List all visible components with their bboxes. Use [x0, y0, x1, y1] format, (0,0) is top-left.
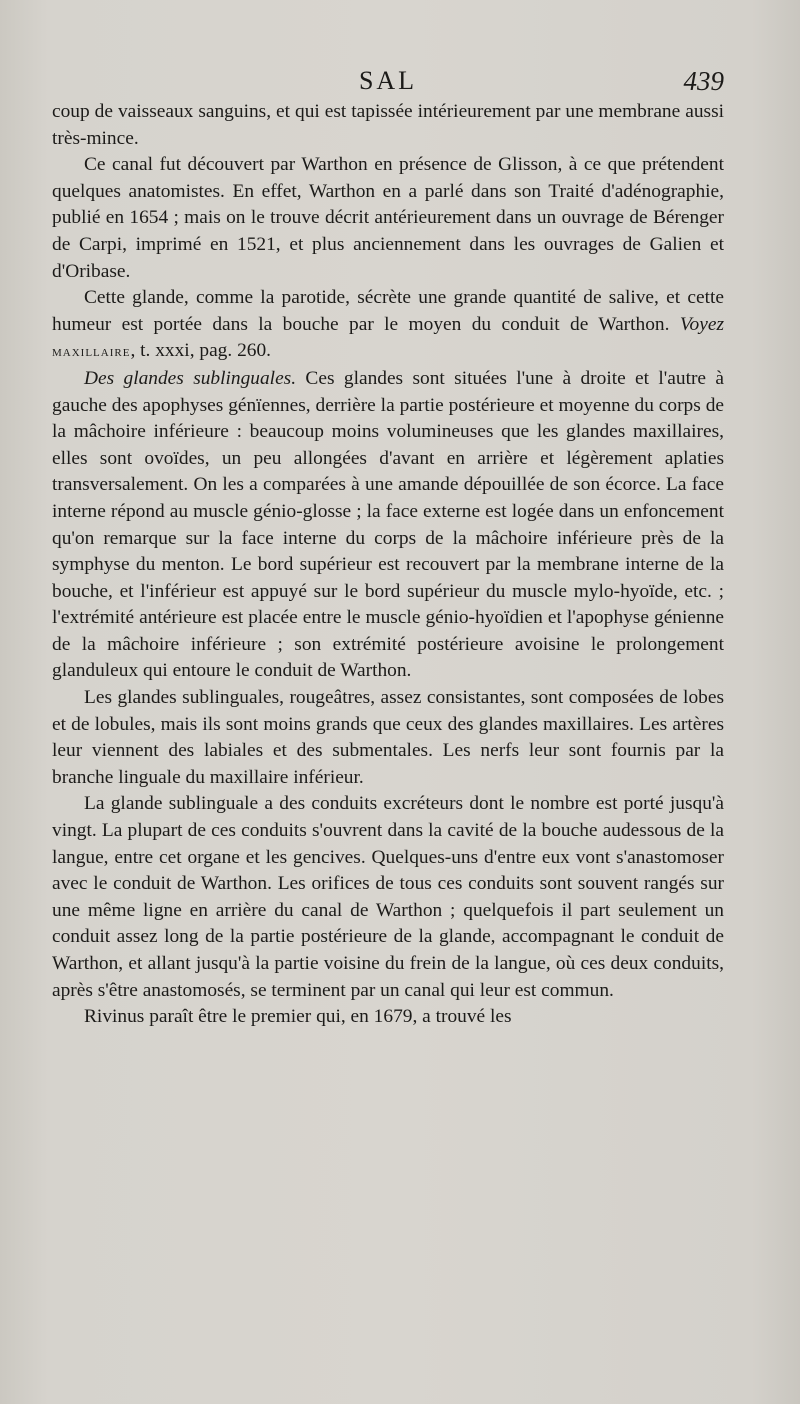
- section-heading: Des glandes sublinguales.: [84, 367, 297, 389]
- paragraph-warthon-canal: Ce canal fut découvert par Warthon en présence de Glisson, à ce que prétendent quelques anatomistes. En effet, Warthon en a parlé dans son Traité d'adénographie, publié en 1654 ; mais on le trouve décrit antérieurement dans un ouvrage de Bérenger de Carpi, imprimé en 1521, et plus anciennement dans les ouvrages de Galien et d'Oribase.: [52, 154, 724, 282]
- paragraph-text: Cette glande, comme la parotide, sécrète une grande quantité de salive, et cette humeur est portée dans la bouche par le moyen du conduit de Warthon.: [52, 287, 724, 335]
- page-header: [52, 66, 724, 102]
- running-head: SAL: [358, 66, 418, 95]
- page-body: [52, 99, 724, 1031]
- page-number: 439: [683, 66, 724, 96]
- paragraph-continuation: coup de vaisseaux sanguins, et qui est tapissée intérieurement par une membrane aussi très-mince.: [52, 101, 724, 149]
- paragraph-rivinus: Rivinus paraît être le premier qui, en 1679, a trouvé les: [84, 1006, 512, 1028]
- cross-reference-entry: maxillaire: [52, 344, 131, 361]
- paragraph-text: Ces glandes sont situées l'une à droite et l'autre à gauche des apophyses génïennes, derrière la partie postérieure et moyenne du corps de la mâchoire inférieure : beaucoup moins volumineuses que les glandes maxillaires, elles sont ovoïdes, un peu allongées d'avant en arrière et légèrement aplaties transversalement. On les a comparées à une amande dépouillée de son écorce. La face interne répond au muscle génio-glosse ; la face externe est logée dans un enfoncement qu'on remarque sur la face interne du corps de la mâchoire inférieure près de la symphyse du menton. Le bord supérieur est recouvert par la membrane interne de la bouche, et l'inférieur est appuyé sur le bord supérieur du muscle mylo-hyoïde, etc. ; l'extrémité antérieure est placée entre le muscle génio-hyoïdien et l'apophyse génienne de la mâchoire inférieure ; son extrémité postérieure avoisine le prolongement glanduleux qui entoure le conduit de Warthon.: [52, 367, 724, 682]
- paragraph-salive: [52, 285, 724, 366]
- paragraph-conduits: La glande sublinguale a des conduits excréteurs dont le nombre est porté jusqu'à vingt. La plupart de ces conduits s'ouvrent dans la cavité de la bouche audessous de la langue, entre cet organe et les gencives. Quelques-uns d'entre eux vont s'anastomoser avec le conduit de Warthon. Les orifices de tous ces conduits sont souvent rangés sur une même ligne en arrière du canal de Warthon ; quelquefois il part seulement un conduit assez long de la partie postérieure de la glande, accompagnant le conduit de Warthon, et allant jusqu'à la partie voisine du frein de la langue, où ces deux conduits, après s'être anastomosés, se terminent par un canal qui leur est commun.: [52, 793, 724, 1001]
- cross-reference-voyez: Voyez: [679, 313, 724, 335]
- paragraph-structure: Les glandes sublinguales, rougeâtres, assez consistantes, sont composées de lobes et de lobules, mais ils sont moins grands que ceux des glandes maxillaires. Les artères leur viennent des labiales et des submentales. Les nerfs leur sont fournis par la branche linguale du maxillaire inférieur.: [52, 687, 724, 788]
- paragraph-sublinguales: [52, 366, 724, 685]
- cross-reference-location: , t. xxxi, pag. 260.: [130, 340, 272, 362]
